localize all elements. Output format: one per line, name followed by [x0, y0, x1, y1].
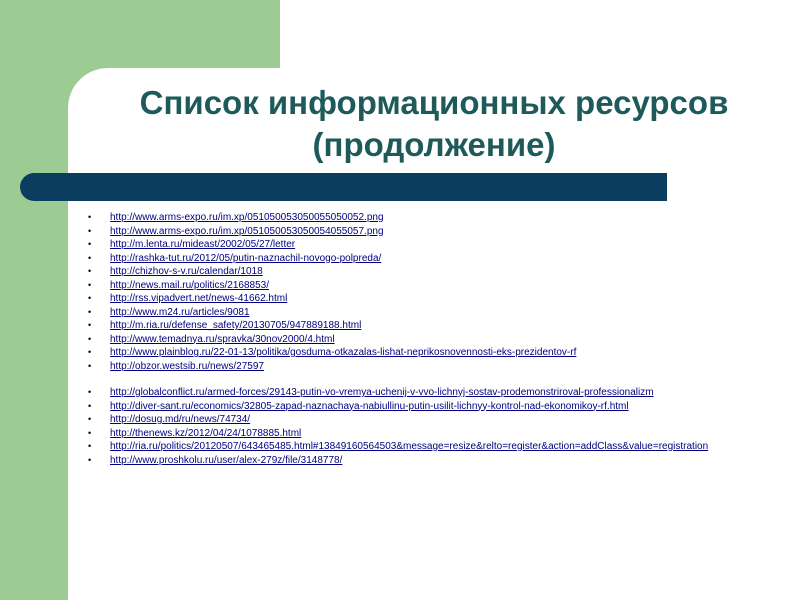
- bullet-icon: •: [88, 320, 92, 330]
- resource-link[interactable]: http://thenews.kz/2012/04/24/1078885.html: [110, 427, 302, 439]
- link-list-item: [88, 400, 768, 414]
- link-list-item: [88, 319, 768, 333]
- link-list-item: [88, 225, 768, 239]
- bullet-icon: •: [88, 212, 92, 222]
- link-list-item: [88, 360, 768, 374]
- link-list-item: [88, 413, 768, 427]
- link-list-item: [88, 265, 768, 279]
- bullet-icon: •: [88, 387, 92, 397]
- slide-title: [68, 82, 800, 166]
- link-list-item: [88, 211, 768, 225]
- decor-green-left-band: [0, 0, 68, 600]
- link-list-item: [88, 386, 768, 400]
- link-list-item: [88, 292, 768, 306]
- slide-title-line-2: (продолжение): [312, 126, 556, 163]
- slide-title-line-1: Список информационных ресурсов: [139, 84, 729, 121]
- bullet-icon: •: [88, 252, 92, 263]
- link-list-item: [88, 252, 768, 266]
- resource-link[interactable]: http://globalconflict.ru/armed-forces/29143-putin-vo-vremya-uchenij-v-vvo-lichnyj-sostav-prodemonstriroval-professionalizm: [110, 387, 654, 398]
- link-list-item: [88, 346, 768, 360]
- bullet-icon: •: [88, 454, 92, 465]
- bullet-icon: •: [88, 441, 92, 451]
- resource-link[interactable]: http://chizhov-s-v.ru/calendar/1018: [110, 266, 263, 277]
- resource-link[interactable]: http://diver-sant.ru/economics/32805-zapad-naznachaya-nabiullinu-putin-usilit-lichnyy-kontrol-nad-ekonomikoy-rf.html: [110, 400, 629, 412]
- resource-link[interactable]: http://www.arms-expo.ru/im.xp/051050053050055050052.png: [110, 212, 384, 223]
- bullet-icon: •: [88, 306, 92, 317]
- link-list-item: [88, 440, 768, 454]
- resource-link[interactable]: http://m.ria.ru/defense_safety/20130705/947889188.html: [110, 320, 362, 331]
- link-list-item: [88, 427, 768, 441]
- resource-link[interactable]: http://www.m24.ru/articles/9081: [110, 306, 250, 318]
- resource-link[interactable]: http://www.temadnya.ru/spravka/30nov2000/4.html: [110, 333, 335, 345]
- resource-link[interactable]: http://obzor.westsib.ru/news/27597: [110, 360, 264, 372]
- resource-link[interactable]: http://www.plainblog.ru/22-01-13/politika/gosduma-otkazalas-lishat-neprikosnovennosti-eks-prezidentov-rf: [110, 347, 577, 358]
- link-list-item: [88, 333, 768, 347]
- resource-link[interactable]: http://rashka-tut.ru/2012/05/putin-naznachil-novogo-polpreda/: [110, 252, 382, 264]
- resource-link[interactable]: http://ria.ru/politics/20120507/643465485.html#13849160564503&message=resize&relto=register&action=addClass&value=registration: [110, 441, 709, 452]
- link-list-item: [88, 238, 768, 252]
- bullet-icon: •: [88, 239, 92, 249]
- decor-title-bar: [20, 173, 667, 201]
- bullet-icon: •: [88, 279, 92, 290]
- bullet-icon: •: [88, 400, 92, 411]
- decor-green-top-band: [68, 0, 280, 68]
- resource-link[interactable]: http://news.mail.ru/politics/2168853/: [110, 279, 269, 291]
- bullet-icon: •: [88, 293, 92, 303]
- link-list-item: [88, 454, 768, 468]
- resource-link[interactable]: http://m.lenta.ru/mideast/2002/05/27/letter: [110, 239, 296, 250]
- link-list-item: [88, 306, 768, 320]
- resource-link[interactable]: http://www.arms-expo.ru/im.xp/051050053050054055057.png: [110, 225, 384, 237]
- link-list: [88, 211, 768, 467]
- bullet-icon: •: [88, 333, 92, 344]
- bullet-icon: •: [88, 427, 92, 438]
- bullet-icon: •: [88, 347, 92, 357]
- resource-link[interactable]: http://rss.vipadvert.net/news-41662.html: [110, 293, 288, 304]
- bullet-icon: •: [88, 266, 92, 276]
- resource-link[interactable]: http://dosug.md/ru/news/74734/: [110, 414, 251, 425]
- link-list-item: [88, 279, 768, 293]
- resource-link[interactable]: http://www.proshkolu.ru/user/alex-279z/file/3148778/: [110, 454, 343, 466]
- bullet-icon: •: [88, 225, 92, 236]
- bullet-icon: •: [88, 414, 92, 424]
- bullet-icon: •: [88, 360, 92, 371]
